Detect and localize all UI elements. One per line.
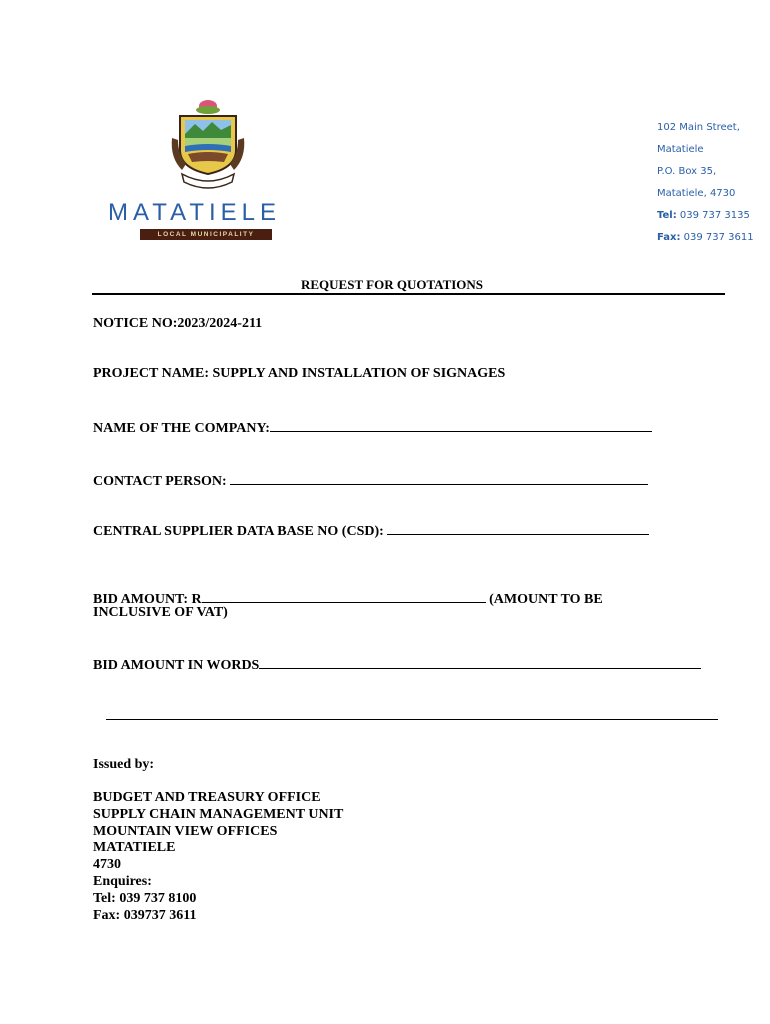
municipality-logo-subtitle: LOCAL MUNICIPALITY: [140, 229, 272, 240]
issuer-line: SUPPLY CHAIN MANAGEMENT UNIT: [93, 807, 344, 822]
contact-person-field[interactable]: [230, 471, 648, 485]
company-name-label: NAME OF THE COMPANY:: [93, 421, 270, 436]
bid-amount-words-row: [93, 655, 701, 674]
address-block: [657, 121, 767, 253]
address-line: Matatiele: [657, 144, 704, 155]
issued-by-heading: Issued by:: [93, 757, 155, 772]
issuer-line: MOUNTAIN VIEW OFFICES: [93, 824, 278, 839]
enquiries-tel: Tel: 039 737 8100: [93, 891, 197, 906]
enquiries-label: Enquires:: [93, 874, 152, 889]
bid-amount-words-label: BID AMOUNT IN WORDS: [93, 658, 260, 673]
company-name-field[interactable]: [270, 418, 652, 432]
issuer-line: 4730: [93, 857, 121, 872]
contact-person-label: CONTACT PERSON:: [93, 474, 227, 489]
contact-person-row: [93, 471, 648, 490]
bid-amount-note: (AMOUNT TO BE: [489, 592, 603, 607]
tel-label: Tel:: [657, 210, 677, 221]
municipality-logo-text: MATATIELE: [108, 199, 282, 226]
bid-amount-note-continued: INCLUSIVE OF VAT): [93, 605, 228, 620]
project-name: PROJECT NAME: SUPPLY AND INSTALLATION OF SIGNAGES: [93, 366, 506, 381]
tel-value: 039 737 3135: [679, 210, 750, 221]
bid-amount-words-field-continued[interactable]: [106, 719, 718, 720]
bid-amount-label: BID AMOUNT: R: [93, 592, 202, 607]
fax-line: [657, 231, 767, 253]
notice-number: NOTICE NO:2023/2024-211: [93, 316, 263, 331]
enquiries-fax: Fax: 039737 3611: [93, 908, 197, 923]
issuer-line: BUDGET AND TREASURY OFFICE: [93, 790, 321, 805]
address-line: 102 Main Street,: [657, 122, 740, 133]
bid-amount-field[interactable]: [202, 589, 486, 603]
bid-amount-words-field[interactable]: [259, 655, 701, 669]
telephone-line: [657, 209, 767, 231]
issuer-line: MATATIELE: [93, 840, 176, 855]
municipal-crest-logo: [168, 98, 248, 190]
csd-number-field[interactable]: [387, 521, 649, 535]
title-divider: [92, 293, 725, 295]
csd-label: CENTRAL SUPPLIER DATA BASE NO (CSD):: [93, 524, 384, 539]
company-name-row: [93, 418, 652, 437]
csd-row: [93, 521, 649, 540]
address-line: P.O. Box 35,: [657, 166, 717, 177]
address-line: Matatiele, 4730: [657, 188, 736, 199]
fax-label: Fax:: [657, 232, 681, 243]
fax-value: 039 737 3611: [683, 232, 754, 243]
page-title: REQUEST FOR QUOTATIONS: [301, 277, 484, 292]
